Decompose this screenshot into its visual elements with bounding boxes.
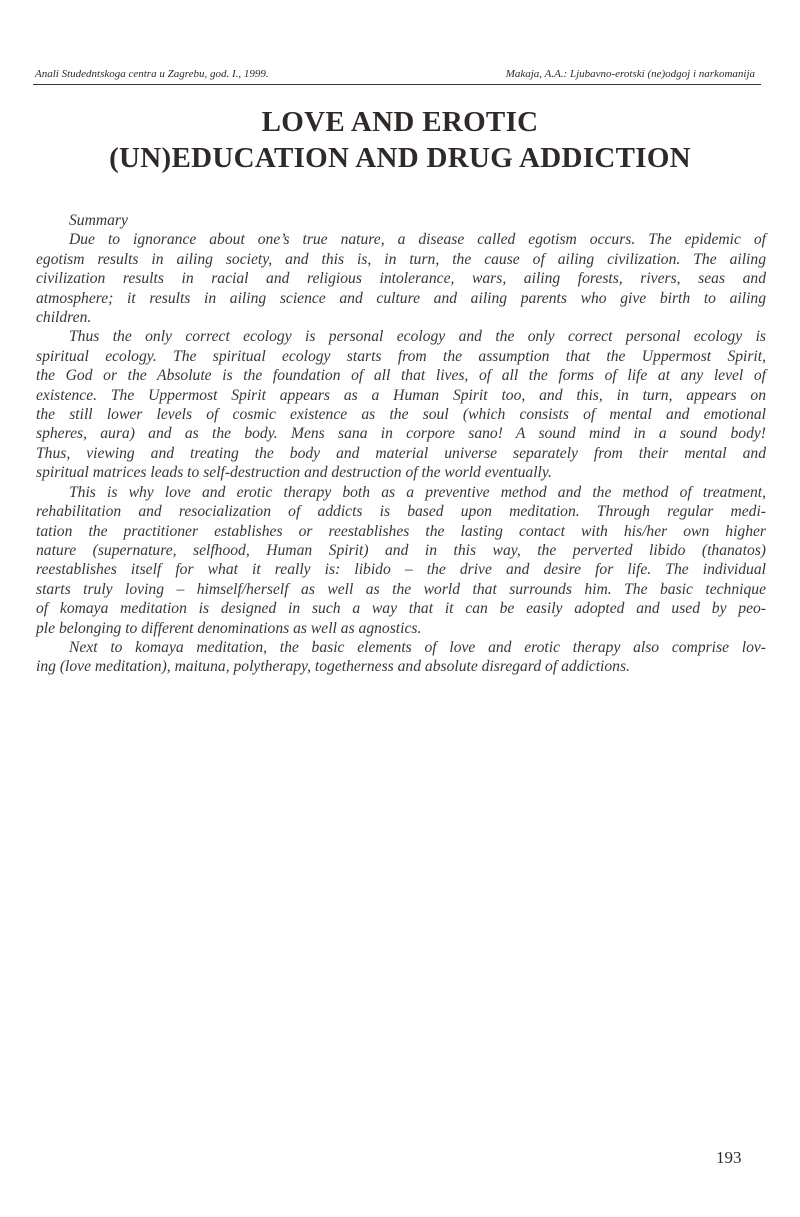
text-line: This is why love and erotic therapy both as a preventive method and the method of treatment, (69, 483, 766, 501)
running-head-article: Makaja, A.A.: Ljubavno-erotski (ne)odgoj i narkomanija (505, 68, 755, 80)
text-line: reestablishes itself for what it really is: libido – the drive and desire for life. The individual (36, 561, 766, 579)
text-line: Next to komaya meditation, the basic elements of love and erotic therapy also comprise lov- (69, 638, 766, 656)
summary-section (36, 211, 766, 677)
text-line: Due to ignorance about one’s true nature, a disease called egotism occurs. The epidemic of (69, 231, 766, 249)
page-number: 193 (716, 1148, 742, 1167)
text-line: spheres, aura) and as the body. Mens sana in corpore sano! A sound mind in a sound body! (36, 425, 766, 443)
article-title-line-1: LOVE AND EROTIC (261, 106, 539, 138)
text-line: spiritual matrices leads to self-destruction and destruction of the world eventually. (36, 464, 552, 482)
text-line: the God or the Absolute is the foundation of all that lives, of all the forms of life at any level of (36, 367, 766, 385)
text-line: civilization results in racial and religious intolerance, wars, ailing forests, rivers, seas and (36, 270, 766, 288)
text-line: the still lower levels of cosmic existence as the soul (which consists of mental and emotional (36, 406, 766, 424)
text-line: egotism results in ailing society, and this is, in turn, the cause of ailing civilization. The ailing (36, 250, 766, 268)
running-head (33, 68, 761, 85)
text-line: atmosphere; it results in ailing science and culture and ailing parents who give birth to ailing (36, 289, 766, 307)
text-line: ple belonging to different denominations as well as agnostics. (36, 619, 422, 637)
article-title-line-2: (UN)EDUCATION AND DRUG ADDICTION (109, 142, 691, 174)
text-line: children. (36, 309, 92, 327)
text-line: Thus the only correct ecology is personal ecology and the only correct personal ecology is (69, 328, 766, 346)
summary-paragraph-4 (36, 638, 766, 677)
text-line: nature (supernature, selfhood, Human Spirit) and in this way, the perverted libido (thanatos) (36, 541, 766, 559)
text-line: rehabilitation and resocialization of addicts is based upon meditation. Through regular medi- (36, 503, 766, 521)
running-head-journal: Anali Studedntskoga centra u Zagrebu, god. I., 1999. (35, 68, 269, 80)
summary-paragraph-1 (36, 230, 766, 327)
text-line: existence. The Uppermost Spirit appears as a Human Spirit too, and this, in turn, appears on (36, 386, 766, 404)
text-line: of komaya meditation is designed in such a way that it can be easily adopted and used by peo- (36, 600, 766, 618)
summary-heading: Summary (69, 212, 128, 229)
article-title (0, 104, 800, 176)
text-line: tation the practitioner establishes or reestablishes the lasting contact with his/her own higher (36, 522, 766, 540)
text-line: spiritual ecology. The spiritual ecology starts from the assumption that the Uppermost Spirit, (36, 347, 766, 365)
text-line: ing (love meditation), maituna, polytherapy, togetherness and absolute disregard of addictions. (36, 658, 630, 676)
summary-paragraph-2 (36, 327, 766, 482)
text-line: starts truly loving – himself/herself as well as the world that surrounds him. The basic technique (36, 580, 766, 598)
text-line: Thus, viewing and treating the body and material universe separately from their mental and (36, 444, 766, 462)
summary-paragraph-3 (36, 483, 766, 638)
